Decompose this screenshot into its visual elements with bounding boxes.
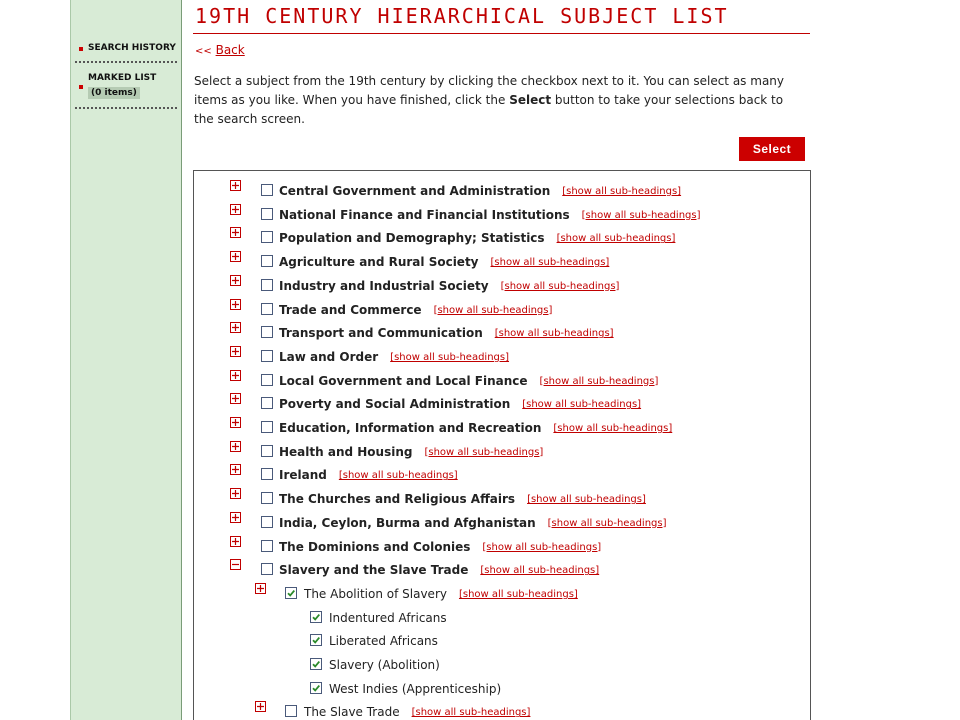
expand-icon[interactable] [230, 441, 241, 452]
subject-list [193, 170, 811, 720]
subject-label: The Churches and Religious Affairs [279, 492, 516, 507]
subject-row [194, 515, 804, 531]
subject-checkbox[interactable] [261, 255, 273, 267]
subheading-checkbox[interactable] [285, 587, 297, 599]
instructions-text [194, 72, 799, 129]
bullet-icon [79, 47, 83, 51]
show-all-subheadings-link[interactable]: [show all sub-headings] [433, 304, 553, 316]
subject-label: Central Government and Administration [279, 184, 551, 198]
subject-checkbox[interactable] [261, 279, 273, 291]
subject-row [194, 396, 804, 412]
subject-label: Local Government and Local Finance [279, 373, 528, 388]
subject-label: Industry and Industrial Society [279, 278, 489, 293]
show-all-subheadings-link[interactable]: [show all sub-headings] [480, 565, 600, 577]
subject-row [194, 491, 804, 507]
show-all-subheadings-link[interactable]: [show all sub-headings] [390, 351, 510, 363]
show-all-subheadings-link[interactable]: [show all sub-headings] [424, 446, 544, 458]
sidebar [70, 0, 182, 720]
subject-row [194, 254, 804, 270]
subheading-label: Liberated Africans [329, 634, 438, 649]
collapse-icon[interactable] [230, 559, 241, 570]
subject-row [194, 207, 804, 223]
subject-checkbox[interactable] [261, 540, 273, 552]
expand-icon[interactable] [230, 370, 241, 381]
subject-checkbox[interactable] [261, 397, 273, 409]
show-all-subheadings-link[interactable]: [show all sub-headings] [522, 399, 642, 411]
expand-icon[interactable] [230, 227, 241, 238]
expand-icon[interactable] [230, 180, 241, 191]
subject-row [194, 444, 804, 460]
subject-label: Ireland [279, 468, 327, 483]
subject-label: Agriculture and Rural Society [279, 255, 479, 270]
subject-label: Poverty and Social Administration [279, 397, 511, 412]
subject-row [194, 230, 804, 246]
marked-list-link[interactable] [71, 73, 181, 103]
expand-icon[interactable] [230, 464, 241, 475]
expand-icon[interactable] [230, 536, 241, 547]
subject-row [194, 562, 804, 578]
subheading-checkbox[interactable] [285, 705, 297, 717]
sidebar-divider [75, 61, 177, 63]
subject-label: Slavery and the Slave Trade [279, 563, 469, 578]
expand-icon[interactable] [230, 204, 241, 215]
subject-label: Health and Housing [279, 444, 413, 459]
subject-label: Population and Demography; Statistics [279, 231, 545, 246]
subject-label: The Dominions and Colonies [279, 539, 471, 554]
show-all-subheadings-link[interactable]: [show all sub-headings] [458, 588, 578, 600]
subject-row [194, 278, 804, 294]
select-button[interactable]: Select [739, 137, 805, 161]
show-all-subheadings-link[interactable]: [show all sub-headings] [500, 280, 620, 292]
subject-checkbox[interactable] [261, 184, 273, 196]
show-all-subheadings-link[interactable]: [show all sub-headings] [494, 328, 614, 340]
subject-checkbox[interactable] [261, 374, 273, 386]
expand-icon[interactable] [230, 299, 241, 310]
subheading-row [194, 681, 804, 697]
expand-icon[interactable] [230, 488, 241, 499]
subheading-checkbox[interactable] [310, 658, 322, 670]
instructions-select-word: Select [509, 93, 552, 107]
marked-list-label: MARKED LIST [88, 73, 157, 83]
expand-icon[interactable] [255, 701, 266, 712]
subheading-row [194, 610, 804, 626]
show-all-subheadings-link[interactable]: [show all sub-headings] [482, 541, 602, 553]
show-all-subheadings-link[interactable]: [show all sub-headings] [338, 470, 458, 482]
subject-checkbox[interactable] [261, 492, 273, 504]
subheading-label: The Slave Trade [304, 705, 400, 720]
expand-icon[interactable] [230, 251, 241, 262]
expand-icon[interactable] [230, 393, 241, 404]
show-all-subheadings-link[interactable]: [show all sub-headings] [490, 257, 610, 269]
expand-icon[interactable] [230, 512, 241, 523]
subject-row [194, 325, 804, 341]
subject-checkbox[interactable] [261, 326, 273, 338]
show-all-subheadings-link[interactable]: [show all sub-headings] [562, 186, 682, 197]
expand-icon[interactable] [230, 322, 241, 333]
search-history-link[interactable] [71, 43, 181, 57]
subject-label: Education, Information and Recreation [279, 421, 542, 435]
subject-row [194, 373, 804, 389]
page-title: 19TH CENTURY HIERARCHICAL SUBJECT LIST [195, 4, 729, 28]
subject-checkbox[interactable] [261, 445, 273, 457]
subject-label: Law and Order [279, 349, 379, 364]
subheading-checkbox[interactable] [310, 634, 322, 646]
show-all-subheadings-link[interactable]: [show all sub-headings] [411, 707, 531, 719]
subject-label: National Finance and Financial Institutions [279, 207, 570, 222]
show-all-subheadings-link[interactable]: [show all sub-headings] [547, 517, 667, 529]
subject-row [194, 467, 804, 483]
subject-row [194, 420, 804, 436]
subheading-checkbox[interactable] [310, 682, 322, 694]
subheading-checkbox[interactable] [310, 611, 322, 623]
subject-row [194, 183, 804, 199]
subject-row [194, 539, 804, 555]
subject-checkbox[interactable] [261, 303, 273, 315]
instructions-part1: Select a subject from the 19th century by clicking the checkbox next to it. You can select as many items as you like. When you have finished, click the [194, 74, 784, 107]
subject-label: Transport and Communication [279, 326, 483, 341]
show-all-subheadings-link[interactable]: [show all sub-headings] [556, 233, 676, 245]
marked-count-badge: (0 items) [88, 87, 140, 99]
subject-checkbox[interactable] [261, 563, 273, 575]
subheading-label: The Abolition of Slavery [304, 586, 447, 601]
subheading-label: West Indies (Apprenticeship) [329, 681, 502, 696]
subject-checkbox[interactable] [261, 516, 273, 528]
back-link-container [195, 43, 245, 57]
subheading-row [194, 704, 804, 720]
expand-icon[interactable] [230, 417, 241, 428]
bullet-icon [79, 85, 83, 89]
subheading-row [194, 633, 804, 649]
subject-label: Trade and Commerce [279, 302, 422, 317]
instructions-part2: button to take your selections back to the search screen. [194, 93, 784, 126]
subject-checkbox[interactable] [261, 208, 273, 220]
back-link[interactable]: Back [215, 43, 245, 57]
show-all-subheadings-link[interactable]: [show all sub-headings] [553, 423, 673, 434]
show-all-subheadings-link[interactable]: [show all sub-headings] [581, 209, 701, 221]
subject-checkbox[interactable] [261, 231, 273, 243]
expand-icon[interactable] [230, 346, 241, 357]
expand-icon[interactable] [230, 275, 241, 286]
subject-row [194, 349, 804, 365]
subheading-row [194, 586, 804, 602]
show-all-subheadings-link[interactable]: [show all sub-headings] [539, 375, 659, 387]
subject-label: India, Ceylon, Burma and Afghanistan [279, 515, 536, 530]
subheading-label: Indentured Africans [329, 610, 447, 625]
search-history-label: SEARCH HISTORY [88, 43, 176, 53]
back-arrow-icon: << [195, 46, 212, 57]
sidebar-divider [75, 107, 177, 109]
subject-checkbox[interactable] [261, 421, 273, 433]
expand-icon[interactable] [255, 583, 266, 594]
show-all-subheadings-link[interactable]: [show all sub-headings] [527, 494, 646, 506]
subheading-label: Slavery (Abolition) [329, 658, 440, 672]
title-divider [193, 33, 810, 34]
subheading-row [194, 657, 804, 673]
subject-checkbox[interactable] [261, 350, 273, 362]
subject-row [194, 302, 804, 318]
subject-checkbox[interactable] [261, 468, 273, 480]
